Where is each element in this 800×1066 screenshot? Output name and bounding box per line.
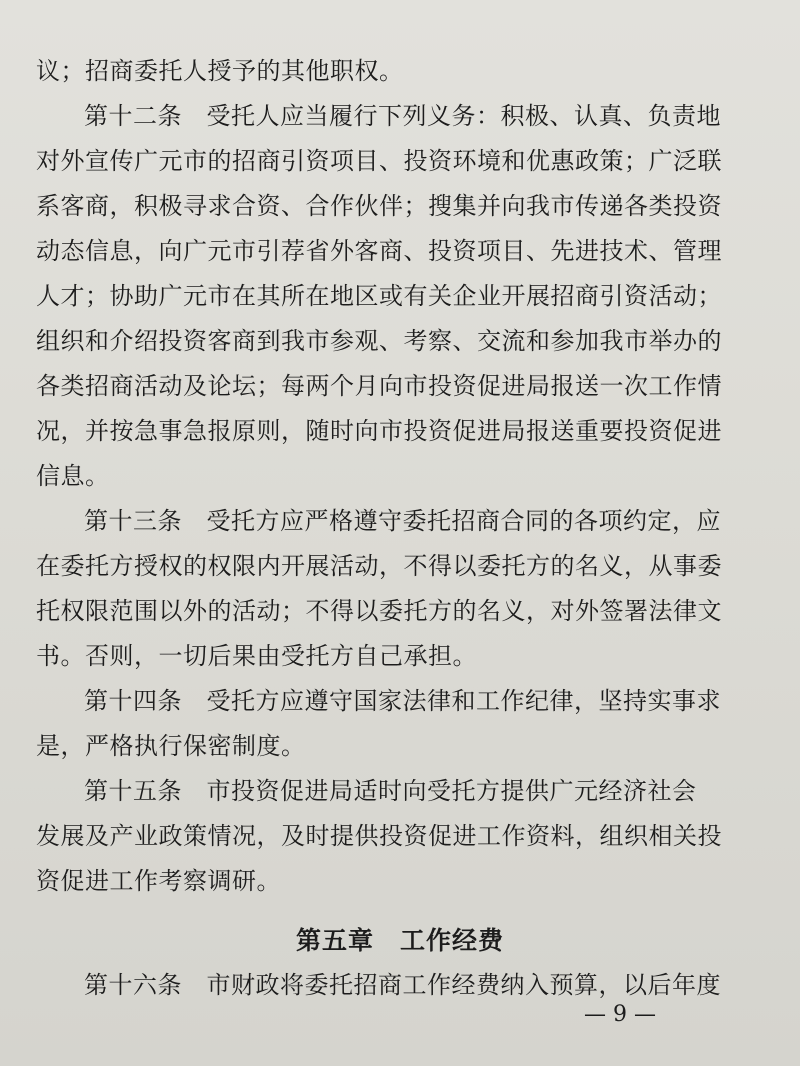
article-16-first-line: 第十六条 市财政将委托招商工作经费纳入预算，以后年度	[84, 971, 721, 999]
text-line: 况，并按急事急报原则，随时向市投资促进局报送重要投资促进	[36, 417, 722, 445]
article-12-first-line: 第十二条 受托人应当履行下列义务：积极、认真、负责地	[84, 102, 721, 130]
article-14-first-line: 第十四条 受托方应遵守国家法律和工作纪律，坚持实事求	[84, 687, 721, 715]
text-line: 是，严格执行保密制度。	[36, 732, 306, 760]
text-line: 议；招商委托人授予的其他职权。	[36, 57, 404, 85]
chapter-heading: 第五章 工作经费	[295, 926, 504, 955]
article-15-first-line: 第十五条 市投资促进局适时向受托方提供广元经济社会	[84, 777, 697, 805]
text-line: 系客商，积极寻求合资、合作伙伴；搜集并向我市传递各类投资	[36, 192, 722, 220]
text-line: 发展及产业政策情况，及时提供投资促进工作资料，组织相关投	[36, 822, 722, 850]
text-line: 信息。	[36, 462, 110, 490]
text-line: 在委托方授权的权限内开展活动，不得以委托方的名义，从事委	[36, 552, 722, 580]
text-line: 人才；协助广元市在其所在地区或有关企业开展招商引资活动；	[36, 282, 722, 310]
article-13-first-line: 第十三条 受托方应严格遵守委托招商合同的各项约定，应	[84, 507, 721, 535]
text-line: 组织和介绍投资客商到我市参观、考察、交流和参加我市举办的	[36, 327, 722, 355]
text-line: 资促进工作考察调研。	[36, 867, 281, 895]
text-line: 书。否则，一切后果由受托方自己承担。	[36, 642, 477, 670]
text-line: 动态信息，向广元市引荐省外客商、投资项目、先进技术、管理	[36, 237, 722, 265]
text-line: 各类招商活动及论坛；每两个月向市投资促进局报送一次工作情	[36, 372, 722, 400]
text-line: 托权限范围以外的活动；不得以委托方的名义，对外签署法律文	[36, 597, 722, 625]
text-line: 对外宣传广元市的招商引资项目、投资环境和优惠政策；广泛联	[36, 147, 722, 175]
page-number: — 9 —	[584, 1002, 656, 1027]
